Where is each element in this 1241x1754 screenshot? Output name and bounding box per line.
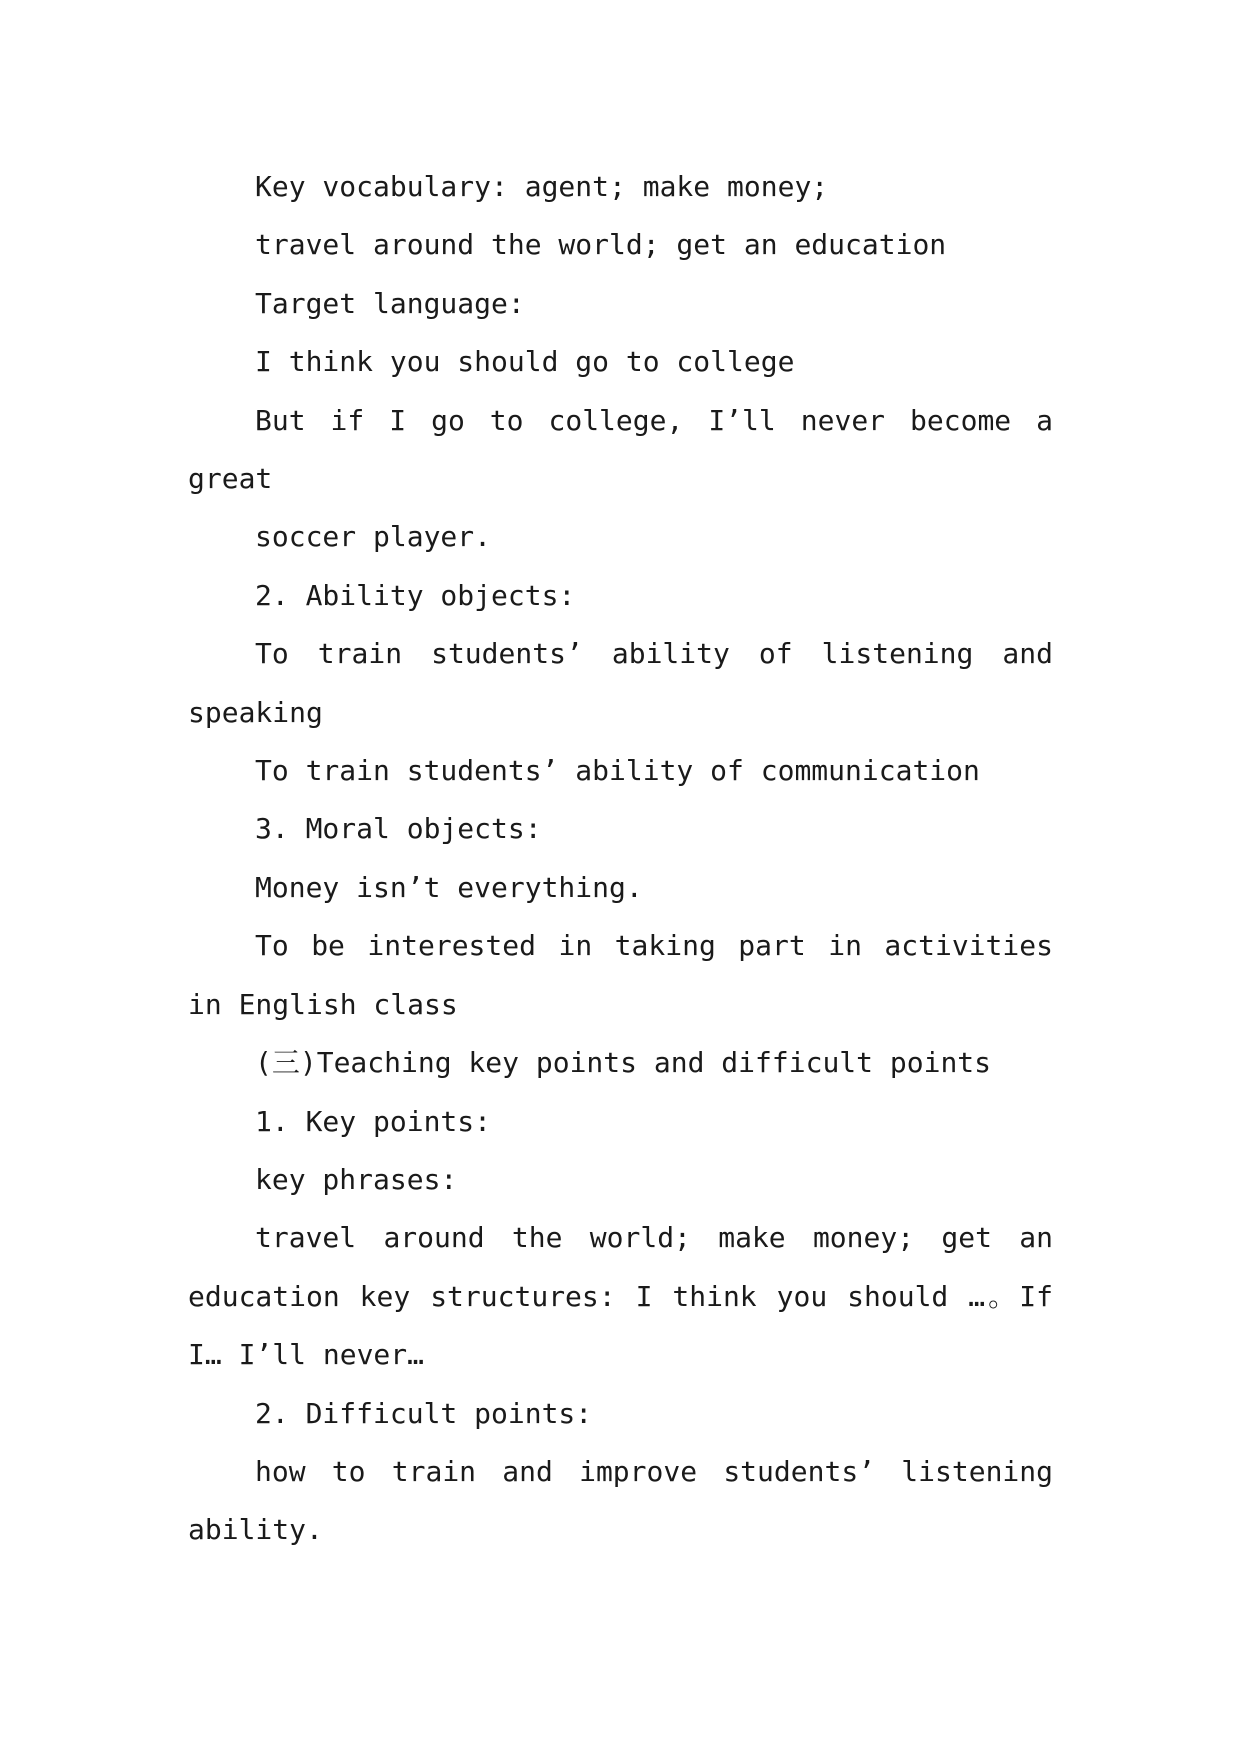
document-page [188,158,1053,1560]
key-points-heading: 1. Key points: [255,1104,492,1138]
ability-objects-heading: 2. Ability objects: [255,578,576,612]
moral-objects-heading: 3. Moral objects: [255,812,542,846]
key-phrases-text: travel around the world; make money; get an education key structures: I think you should …。If I… I’ll never… [188,1221,1053,1372]
key-vocabulary-line: Key vocabulary: agent; make money; [255,170,829,203]
teaching-points-heading: (三)Teaching key points and difficult points [255,1046,992,1080]
target-sentence-2: But if I go to college, I’ll never become a great [188,403,1053,496]
difficult-points-text: how to train and improve students’ listening ability. [188,1454,1053,1547]
target-sentence-1: I think you should go to college [255,345,795,379]
ability-objective-listening: To train students’ ability of listening and speaking [188,637,1053,729]
vocabulary-continued-line: travel around the world; get an education [255,228,947,262]
target-language-heading: Target language: [255,286,525,320]
key-phrases-heading: key phrases: [255,1162,458,1196]
ability-objective-communication: To train students’ ability of communication [255,754,980,788]
moral-objective-interest: To be interested in taking part in activities in English class [188,929,1053,1021]
target-sentence-2-end: soccer player. [255,520,492,554]
difficult-points-heading: 2. Difficult points: [255,1396,593,1430]
moral-objective-money: Money isn’t everything. [255,870,643,904]
